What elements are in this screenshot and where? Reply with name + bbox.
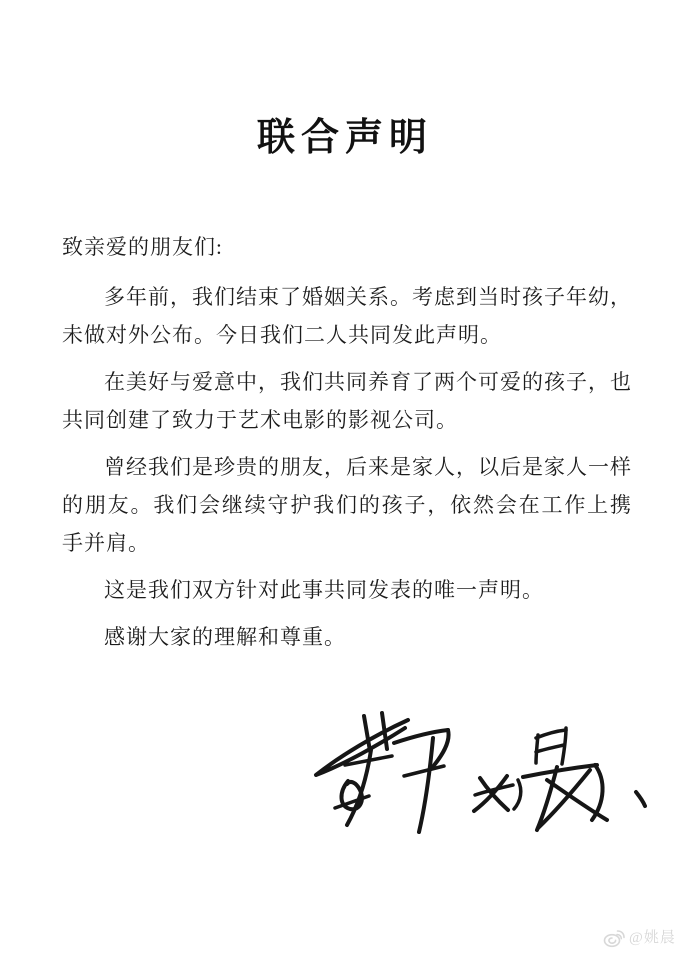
- signature-tick: [636, 792, 645, 806]
- statement-paragraph: 这是我们双方针对此事共同发表的唯一声明。: [104, 578, 544, 602]
- statement-paragraph: 在美好与爱意中，我们共同养育了两个可爱的孩子，也共同创建了致力于艺术电影的影视公司。: [62, 370, 632, 432]
- statement-title: 联合声明: [256, 117, 433, 159]
- signature-cao-yu: [316, 713, 449, 832]
- watermark-handle: @姚晨: [629, 930, 676, 946]
- statement-paragraph: 曾经我们是珍贵的朋友，后来是家人，以后是家人一样的朋友。我们会继续守护我们的孩子，依然会在工作上携手并肩。: [62, 455, 632, 555]
- statement-paragraph: 感谢大家的理解和尊重。: [104, 625, 346, 649]
- signature-yao-chen: [474, 728, 607, 830]
- watermark: [603, 928, 676, 948]
- signature-block: [290, 680, 690, 860]
- salutation: 致亲爱的朋友们:: [62, 235, 223, 259]
- statement-body: [62, 228, 632, 656]
- weibo-logo-icon: [603, 929, 625, 948]
- handwritten-signatures: [290, 680, 690, 860]
- statement-paragraph: 多年前，我们结束了婚姻关系。考虑到当时孩子年幼，未做对外公布。今日我们二人共同发此声明。: [62, 285, 632, 347]
